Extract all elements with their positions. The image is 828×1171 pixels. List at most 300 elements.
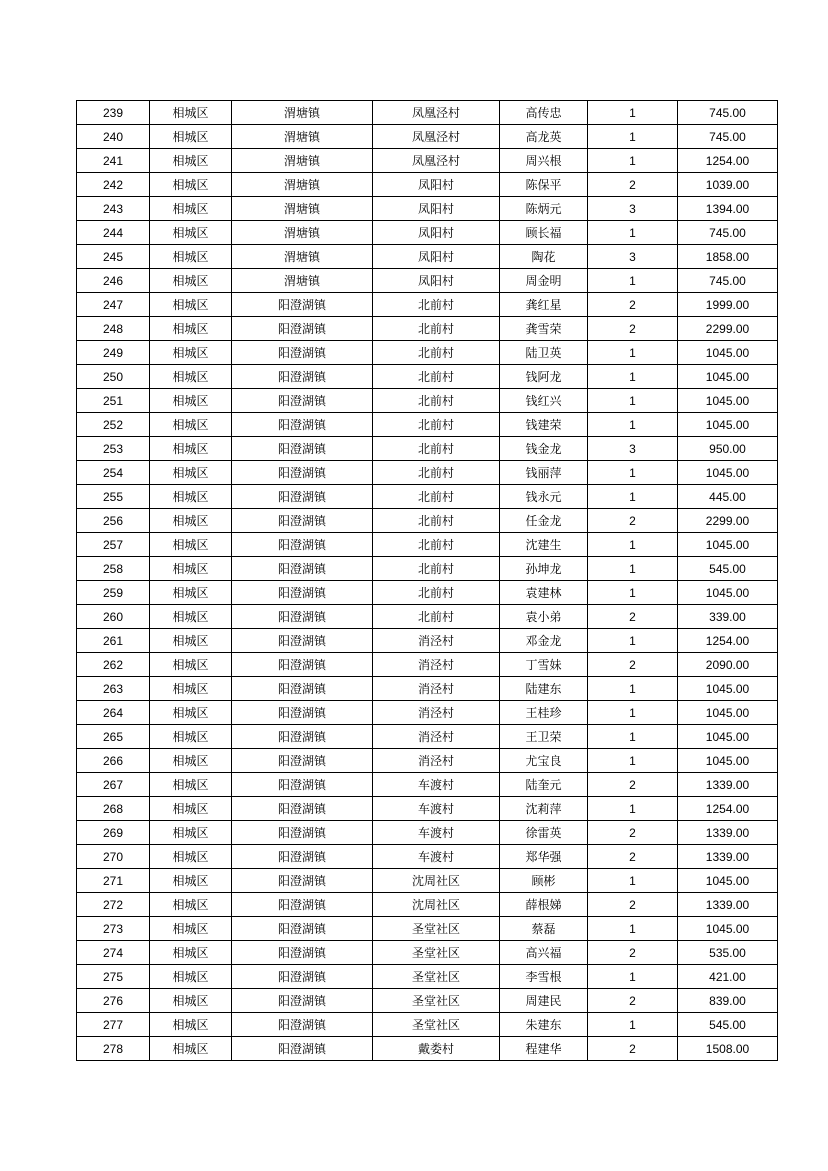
amount-cell: 1045.00 xyxy=(678,461,778,485)
town-cell: 阳澄湖镇 xyxy=(232,869,373,893)
name-cell: 陈保平 xyxy=(500,173,588,197)
household-count-cell: 2 xyxy=(588,989,678,1013)
row-number: 257 xyxy=(77,533,150,557)
village-cell: 北前村 xyxy=(373,293,500,317)
household-count-cell: 1 xyxy=(588,149,678,173)
household-count-cell: 1 xyxy=(588,533,678,557)
household-count-cell: 2 xyxy=(588,893,678,917)
village-cell: 凤阳村 xyxy=(373,197,500,221)
town-cell: 阳澄湖镇 xyxy=(232,389,373,413)
amount-cell: 1858.00 xyxy=(678,245,778,269)
amount-cell: 1045.00 xyxy=(678,365,778,389)
district-cell: 相城区 xyxy=(150,941,232,965)
town-cell: 阳澄湖镇 xyxy=(232,653,373,677)
household-count-cell: 1 xyxy=(588,797,678,821)
town-cell: 渭塘镇 xyxy=(232,245,373,269)
household-count-cell: 1 xyxy=(588,1013,678,1037)
row-number: 248 xyxy=(77,317,150,341)
household-count-cell: 1 xyxy=(588,269,678,293)
district-cell: 相城区 xyxy=(150,773,232,797)
name-cell: 高传忠 xyxy=(500,101,588,125)
town-cell: 阳澄湖镇 xyxy=(232,749,373,773)
table-row xyxy=(77,677,778,701)
village-cell: 北前村 xyxy=(373,389,500,413)
row-number: 275 xyxy=(77,965,150,989)
table-row xyxy=(77,461,778,485)
village-cell: 凤阳村 xyxy=(373,245,500,269)
town-cell: 阳澄湖镇 xyxy=(232,557,373,581)
row-number: 239 xyxy=(77,101,150,125)
table-row xyxy=(77,581,778,605)
name-cell: 陆卫英 xyxy=(500,341,588,365)
district-cell: 相城区 xyxy=(150,749,232,773)
household-count-cell: 1 xyxy=(588,869,678,893)
town-cell: 阳澄湖镇 xyxy=(232,485,373,509)
household-count-cell: 2 xyxy=(588,317,678,341)
town-cell: 渭塘镇 xyxy=(232,125,373,149)
village-cell: 北前村 xyxy=(373,365,500,389)
district-cell: 相城区 xyxy=(150,269,232,293)
table-row xyxy=(77,101,778,125)
row-number: 259 xyxy=(77,581,150,605)
district-cell: 相城区 xyxy=(150,965,232,989)
table-row xyxy=(77,389,778,413)
town-cell: 渭塘镇 xyxy=(232,221,373,245)
row-number: 256 xyxy=(77,509,150,533)
household-count-cell: 1 xyxy=(588,749,678,773)
household-count-cell: 2 xyxy=(588,941,678,965)
district-cell: 相城区 xyxy=(150,389,232,413)
relief-roster-table xyxy=(76,100,778,1061)
amount-cell: 535.00 xyxy=(678,941,778,965)
district-cell: 相城区 xyxy=(150,701,232,725)
table-row xyxy=(77,749,778,773)
table-row xyxy=(77,629,778,653)
village-cell: 沈周社区 xyxy=(373,893,500,917)
town-cell: 阳澄湖镇 xyxy=(232,941,373,965)
village-cell: 消泾村 xyxy=(373,629,500,653)
amount-cell: 1045.00 xyxy=(678,413,778,437)
amount-cell: 545.00 xyxy=(678,557,778,581)
town-cell: 阳澄湖镇 xyxy=(232,629,373,653)
row-number: 276 xyxy=(77,989,150,1013)
district-cell: 相城区 xyxy=(150,245,232,269)
village-cell: 北前村 xyxy=(373,605,500,629)
household-count-cell: 2 xyxy=(588,773,678,797)
amount-cell: 1045.00 xyxy=(678,533,778,557)
row-number: 258 xyxy=(77,557,150,581)
name-cell: 顾长福 xyxy=(500,221,588,245)
name-cell: 顾彬 xyxy=(500,869,588,893)
district-cell: 相城区 xyxy=(150,581,232,605)
amount-cell: 1999.00 xyxy=(678,293,778,317)
household-count-cell: 2 xyxy=(588,173,678,197)
amount-cell: 1045.00 xyxy=(678,677,778,701)
household-count-cell: 1 xyxy=(588,557,678,581)
town-cell: 阳澄湖镇 xyxy=(232,893,373,917)
amount-cell: 1045.00 xyxy=(678,917,778,941)
amount-cell: 1339.00 xyxy=(678,845,778,869)
town-cell: 阳澄湖镇 xyxy=(232,437,373,461)
row-number: 247 xyxy=(77,293,150,317)
table-row xyxy=(77,1037,778,1061)
name-cell: 龚红星 xyxy=(500,293,588,317)
household-count-cell: 2 xyxy=(588,653,678,677)
district-cell: 相城区 xyxy=(150,725,232,749)
town-cell: 阳澄湖镇 xyxy=(232,725,373,749)
row-number: 268 xyxy=(77,797,150,821)
table-row xyxy=(77,485,778,509)
household-count-cell: 1 xyxy=(588,221,678,245)
town-cell: 阳澄湖镇 xyxy=(232,845,373,869)
household-count-cell: 1 xyxy=(588,389,678,413)
village-cell: 北前村 xyxy=(373,437,500,461)
village-cell: 圣堂社区 xyxy=(373,917,500,941)
household-count-cell: 1 xyxy=(588,917,678,941)
district-cell: 相城区 xyxy=(150,317,232,341)
town-cell: 阳澄湖镇 xyxy=(232,701,373,725)
household-count-cell: 2 xyxy=(588,605,678,629)
district-cell: 相城区 xyxy=(150,197,232,221)
village-cell: 凤凰泾村 xyxy=(373,101,500,125)
village-cell: 圣堂社区 xyxy=(373,1013,500,1037)
town-cell: 阳澄湖镇 xyxy=(232,1013,373,1037)
name-cell: 高龙英 xyxy=(500,125,588,149)
table-row xyxy=(77,365,778,389)
name-cell: 程建华 xyxy=(500,1037,588,1061)
row-number: 271 xyxy=(77,869,150,893)
district-cell: 相城区 xyxy=(150,365,232,389)
household-count-cell: 2 xyxy=(588,509,678,533)
row-number: 261 xyxy=(77,629,150,653)
town-cell: 阳澄湖镇 xyxy=(232,1037,373,1061)
table-row xyxy=(77,941,778,965)
table-row xyxy=(77,725,778,749)
row-number: 269 xyxy=(77,821,150,845)
town-cell: 渭塘镇 xyxy=(232,101,373,125)
row-number: 243 xyxy=(77,197,150,221)
household-count-cell: 2 xyxy=(588,845,678,869)
name-cell: 朱建东 xyxy=(500,1013,588,1037)
amount-cell: 1045.00 xyxy=(678,869,778,893)
district-cell: 相城区 xyxy=(150,653,232,677)
table-row xyxy=(77,1013,778,1037)
table-row xyxy=(77,173,778,197)
household-count-cell: 1 xyxy=(588,413,678,437)
amount-cell: 2299.00 xyxy=(678,317,778,341)
district-cell: 相城区 xyxy=(150,101,232,125)
household-count-cell: 1 xyxy=(588,581,678,605)
town-cell: 阳澄湖镇 xyxy=(232,821,373,845)
household-count-cell: 1 xyxy=(588,101,678,125)
row-number: 249 xyxy=(77,341,150,365)
district-cell: 相城区 xyxy=(150,413,232,437)
amount-cell: 745.00 xyxy=(678,101,778,125)
household-count-cell: 1 xyxy=(588,485,678,509)
district-cell: 相城区 xyxy=(150,797,232,821)
household-count-cell: 1 xyxy=(588,677,678,701)
name-cell: 陆奎元 xyxy=(500,773,588,797)
village-cell: 北前村 xyxy=(373,485,500,509)
town-cell: 阳澄湖镇 xyxy=(232,581,373,605)
table-row xyxy=(77,221,778,245)
row-number: 242 xyxy=(77,173,150,197)
name-cell: 任金龙 xyxy=(500,509,588,533)
name-cell: 蔡磊 xyxy=(500,917,588,941)
name-cell: 钱建荣 xyxy=(500,413,588,437)
table-row xyxy=(77,965,778,989)
town-cell: 阳澄湖镇 xyxy=(232,605,373,629)
village-cell: 车渡村 xyxy=(373,821,500,845)
village-cell: 北前村 xyxy=(373,413,500,437)
village-cell: 北前村 xyxy=(373,581,500,605)
table-row xyxy=(77,893,778,917)
name-cell: 薛根娣 xyxy=(500,893,588,917)
amount-cell: 839.00 xyxy=(678,989,778,1013)
village-cell: 圣堂社区 xyxy=(373,989,500,1013)
village-cell: 圣堂社区 xyxy=(373,941,500,965)
name-cell: 周兴根 xyxy=(500,149,588,173)
row-number: 254 xyxy=(77,461,150,485)
row-number: 266 xyxy=(77,749,150,773)
name-cell: 郑华强 xyxy=(500,845,588,869)
district-cell: 相城区 xyxy=(150,149,232,173)
village-cell: 北前村 xyxy=(373,317,500,341)
household-count-cell: 2 xyxy=(588,821,678,845)
district-cell: 相城区 xyxy=(150,869,232,893)
town-cell: 阳澄湖镇 xyxy=(232,293,373,317)
village-cell: 北前村 xyxy=(373,533,500,557)
household-count-cell: 2 xyxy=(588,1037,678,1061)
name-cell: 陶花 xyxy=(500,245,588,269)
row-number: 262 xyxy=(77,653,150,677)
district-cell: 相城区 xyxy=(150,821,232,845)
amount-cell: 950.00 xyxy=(678,437,778,461)
household-count-cell: 1 xyxy=(588,125,678,149)
row-number: 244 xyxy=(77,221,150,245)
table-row xyxy=(77,197,778,221)
town-cell: 阳澄湖镇 xyxy=(232,413,373,437)
district-cell: 相城区 xyxy=(150,917,232,941)
name-cell: 王卫荣 xyxy=(500,725,588,749)
town-cell: 阳澄湖镇 xyxy=(232,797,373,821)
amount-cell: 545.00 xyxy=(678,1013,778,1037)
village-cell: 消泾村 xyxy=(373,725,500,749)
household-count-cell: 3 xyxy=(588,197,678,221)
village-cell: 车渡村 xyxy=(373,773,500,797)
name-cell: 陆建东 xyxy=(500,677,588,701)
district-cell: 相城区 xyxy=(150,629,232,653)
table-row xyxy=(77,797,778,821)
name-cell: 沈建生 xyxy=(500,533,588,557)
row-number: 241 xyxy=(77,149,150,173)
name-cell: 钱红兴 xyxy=(500,389,588,413)
table-row xyxy=(77,557,778,581)
village-cell: 凤阳村 xyxy=(373,173,500,197)
amount-cell: 1045.00 xyxy=(678,749,778,773)
table-row xyxy=(77,917,778,941)
table-row xyxy=(77,773,778,797)
row-number: 278 xyxy=(77,1037,150,1061)
amount-cell: 1339.00 xyxy=(678,893,778,917)
row-number: 253 xyxy=(77,437,150,461)
amount-cell: 1254.00 xyxy=(678,149,778,173)
village-cell: 圣堂社区 xyxy=(373,965,500,989)
name-cell: 孙坤龙 xyxy=(500,557,588,581)
village-cell: 凤凰泾村 xyxy=(373,149,500,173)
household-count-cell: 1 xyxy=(588,341,678,365)
row-number: 260 xyxy=(77,605,150,629)
table-row xyxy=(77,701,778,725)
village-cell: 戴娄村 xyxy=(373,1037,500,1061)
name-cell: 李雪根 xyxy=(500,965,588,989)
district-cell: 相城区 xyxy=(150,125,232,149)
row-number: 270 xyxy=(77,845,150,869)
table-row xyxy=(77,869,778,893)
table-row xyxy=(77,245,778,269)
town-cell: 渭塘镇 xyxy=(232,269,373,293)
town-cell: 阳澄湖镇 xyxy=(232,917,373,941)
district-cell: 相城区 xyxy=(150,341,232,365)
household-count-cell: 3 xyxy=(588,437,678,461)
amount-cell: 339.00 xyxy=(678,605,778,629)
row-number: 277 xyxy=(77,1013,150,1037)
household-count-cell: 1 xyxy=(588,965,678,989)
village-cell: 凤凰泾村 xyxy=(373,125,500,149)
district-cell: 相城区 xyxy=(150,437,232,461)
town-cell: 阳澄湖镇 xyxy=(232,317,373,341)
town-cell: 渭塘镇 xyxy=(232,173,373,197)
household-count-cell: 1 xyxy=(588,725,678,749)
amount-cell: 1394.00 xyxy=(678,197,778,221)
table-row xyxy=(77,293,778,317)
table-row xyxy=(77,533,778,557)
name-cell: 沈莉萍 xyxy=(500,797,588,821)
row-number: 263 xyxy=(77,677,150,701)
district-cell: 相城区 xyxy=(150,1013,232,1037)
district-cell: 相城区 xyxy=(150,677,232,701)
amount-cell: 1339.00 xyxy=(678,821,778,845)
table-row xyxy=(77,437,778,461)
row-number: 251 xyxy=(77,389,150,413)
table-row xyxy=(77,605,778,629)
table-row xyxy=(77,149,778,173)
town-cell: 阳澄湖镇 xyxy=(232,341,373,365)
district-cell: 相城区 xyxy=(150,989,232,1013)
table-row xyxy=(77,845,778,869)
row-number: 250 xyxy=(77,365,150,389)
district-cell: 相城区 xyxy=(150,221,232,245)
village-cell: 消泾村 xyxy=(373,653,500,677)
town-cell: 阳澄湖镇 xyxy=(232,365,373,389)
district-cell: 相城区 xyxy=(150,557,232,581)
row-number: 272 xyxy=(77,893,150,917)
village-cell: 北前村 xyxy=(373,461,500,485)
village-cell: 消泾村 xyxy=(373,749,500,773)
town-cell: 阳澄湖镇 xyxy=(232,461,373,485)
district-cell: 相城区 xyxy=(150,893,232,917)
amount-cell: 421.00 xyxy=(678,965,778,989)
row-number: 273 xyxy=(77,917,150,941)
village-cell: 车渡村 xyxy=(373,797,500,821)
roster-body xyxy=(77,101,778,1061)
amount-cell: 745.00 xyxy=(678,221,778,245)
district-cell: 相城区 xyxy=(150,293,232,317)
table-row xyxy=(77,413,778,437)
town-cell: 阳澄湖镇 xyxy=(232,677,373,701)
row-number: 255 xyxy=(77,485,150,509)
row-number: 245 xyxy=(77,245,150,269)
household-count-cell: 1 xyxy=(588,701,678,725)
name-cell: 王桂珍 xyxy=(500,701,588,725)
table-row xyxy=(77,269,778,293)
village-cell: 沈周社区 xyxy=(373,869,500,893)
household-count-cell: 1 xyxy=(588,629,678,653)
name-cell: 周建民 xyxy=(500,989,588,1013)
amount-cell: 1039.00 xyxy=(678,173,778,197)
amount-cell: 1339.00 xyxy=(678,773,778,797)
table-row xyxy=(77,653,778,677)
village-cell: 车渡村 xyxy=(373,845,500,869)
amount-cell: 445.00 xyxy=(678,485,778,509)
amount-cell: 1045.00 xyxy=(678,389,778,413)
town-cell: 渭塘镇 xyxy=(232,149,373,173)
district-cell: 相城区 xyxy=(150,845,232,869)
row-number: 246 xyxy=(77,269,150,293)
row-number: 274 xyxy=(77,941,150,965)
name-cell: 徐雷英 xyxy=(500,821,588,845)
district-cell: 相城区 xyxy=(150,1037,232,1061)
amount-cell: 1508.00 xyxy=(678,1037,778,1061)
village-cell: 消泾村 xyxy=(373,677,500,701)
district-cell: 相城区 xyxy=(150,173,232,197)
amount-cell: 1254.00 xyxy=(678,797,778,821)
name-cell: 袁建林 xyxy=(500,581,588,605)
town-cell: 阳澄湖镇 xyxy=(232,773,373,797)
name-cell: 钱丽萍 xyxy=(500,461,588,485)
town-cell: 阳澄湖镇 xyxy=(232,533,373,557)
village-cell: 北前村 xyxy=(373,341,500,365)
name-cell: 钱阿龙 xyxy=(500,365,588,389)
row-number: 240 xyxy=(77,125,150,149)
village-cell: 凤阳村 xyxy=(373,221,500,245)
district-cell: 相城区 xyxy=(150,461,232,485)
town-cell: 阳澄湖镇 xyxy=(232,989,373,1013)
name-cell: 龚雪荣 xyxy=(500,317,588,341)
district-cell: 相城区 xyxy=(150,605,232,629)
amount-cell: 2090.00 xyxy=(678,653,778,677)
household-count-cell: 1 xyxy=(588,461,678,485)
name-cell: 袁小弟 xyxy=(500,605,588,629)
name-cell: 陈炳元 xyxy=(500,197,588,221)
table-row xyxy=(77,317,778,341)
village-cell: 凤阳村 xyxy=(373,269,500,293)
table-row xyxy=(77,125,778,149)
row-number: 264 xyxy=(77,701,150,725)
village-cell: 消泾村 xyxy=(373,701,500,725)
name-cell: 钱永元 xyxy=(500,485,588,509)
table-row xyxy=(77,989,778,1013)
town-cell: 阳澄湖镇 xyxy=(232,965,373,989)
name-cell: 丁雪妹 xyxy=(500,653,588,677)
row-number: 252 xyxy=(77,413,150,437)
amount-cell: 1045.00 xyxy=(678,341,778,365)
district-cell: 相城区 xyxy=(150,485,232,509)
household-count-cell: 3 xyxy=(588,245,678,269)
town-cell: 渭塘镇 xyxy=(232,197,373,221)
name-cell: 钱金龙 xyxy=(500,437,588,461)
name-cell: 周金明 xyxy=(500,269,588,293)
